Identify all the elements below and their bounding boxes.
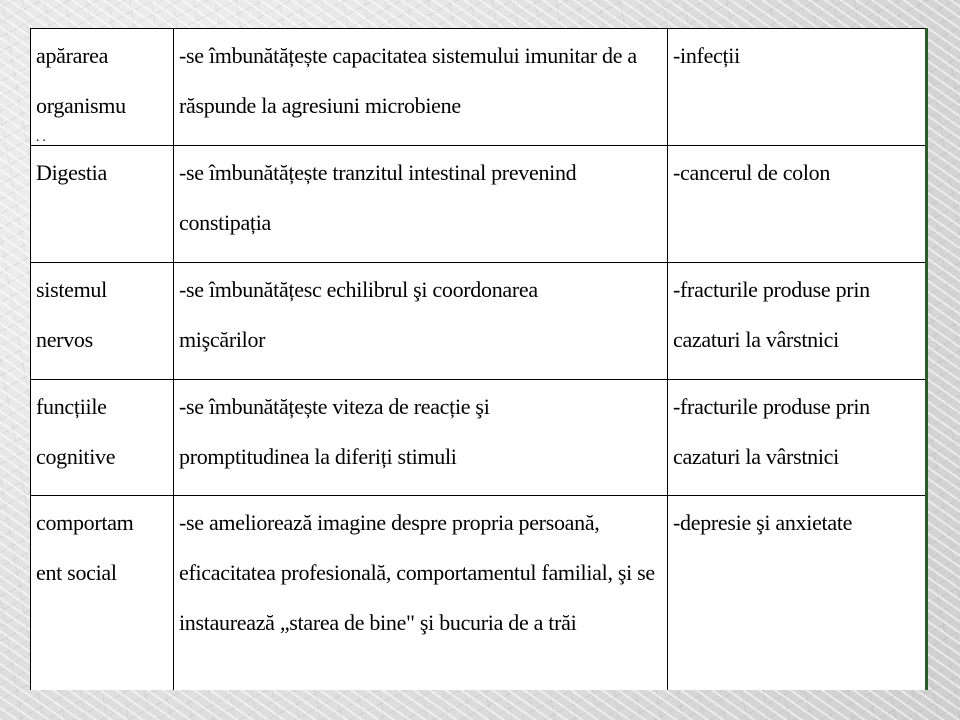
effect-cell — [174, 146, 668, 263]
effect-text: mişcărilor — [179, 327, 266, 352]
effect-cell — [174, 496, 668, 691]
area-cell — [31, 496, 174, 691]
prevents-cell — [668, 496, 929, 691]
prevents-text: -depresie şi anxietate — [673, 510, 853, 535]
area-text: organismu — [36, 93, 126, 118]
effect-text: -se îmbunătățește viteza de reacție şi — [179, 394, 490, 419]
prevents-text: -fracturile produse prin — [673, 277, 870, 302]
effect-text: promptitudinea la diferiți stimuli — [179, 444, 457, 469]
table-row — [31, 380, 929, 496]
area-cell — [31, 29, 174, 146]
effect-text: răspunde la agresiuni microbiene — [179, 93, 461, 118]
slide-content — [30, 28, 928, 690]
effect-cell — [174, 29, 668, 146]
area-text: comportam — [36, 510, 134, 535]
table-row — [31, 496, 929, 691]
area-text: . . — [36, 131, 46, 145]
effect-cell — [174, 263, 668, 380]
prevents-text: cazaturi la vârstnici — [673, 327, 839, 352]
effect-text: eficacitatea profesională, comportamentul familial, şi se — [179, 560, 655, 585]
effect-cell — [174, 380, 668, 496]
table-row — [31, 146, 929, 263]
effect-text: constipația — [179, 210, 272, 235]
table-row — [31, 29, 929, 146]
area-cell — [31, 263, 174, 380]
prevents-text: cazaturi la vârstnici — [673, 444, 839, 469]
prevents-text: -cancerul de colon — [673, 160, 831, 185]
effect-text: -se îmbunătățește capacitatea sistemului imunitar de a — [179, 43, 637, 68]
prevents-text: -infecții — [673, 43, 740, 68]
table-row — [31, 263, 929, 380]
prevents-text: -fracturile produse prin — [673, 394, 870, 419]
area-cell — [31, 146, 174, 263]
prevents-cell — [668, 380, 929, 496]
area-text: cognitive — [36, 444, 116, 469]
area-cell — [31, 380, 174, 496]
area-text: ent social — [36, 560, 117, 585]
effect-text: -se îmbunătățește tranzitul intestinal prevenind — [179, 160, 577, 185]
benefits-table — [30, 28, 928, 690]
effect-text: -se ameliorează imagine despre propria persoană, — [179, 510, 600, 535]
area-text: Digestia — [36, 160, 107, 185]
prevents-cell — [668, 29, 929, 146]
area-text: funcțiile — [36, 394, 107, 419]
prevents-cell — [668, 146, 929, 263]
prevents-cell — [668, 263, 929, 380]
area-text: sistemul nervos — [36, 277, 107, 352]
effect-text: -se îmbunătățesc echilibrul şi coordonarea — [179, 277, 538, 302]
area-text: apărarea — [36, 43, 109, 68]
effect-text: instaurează „starea de bine" şi bucuria de a trăi — [179, 610, 577, 635]
